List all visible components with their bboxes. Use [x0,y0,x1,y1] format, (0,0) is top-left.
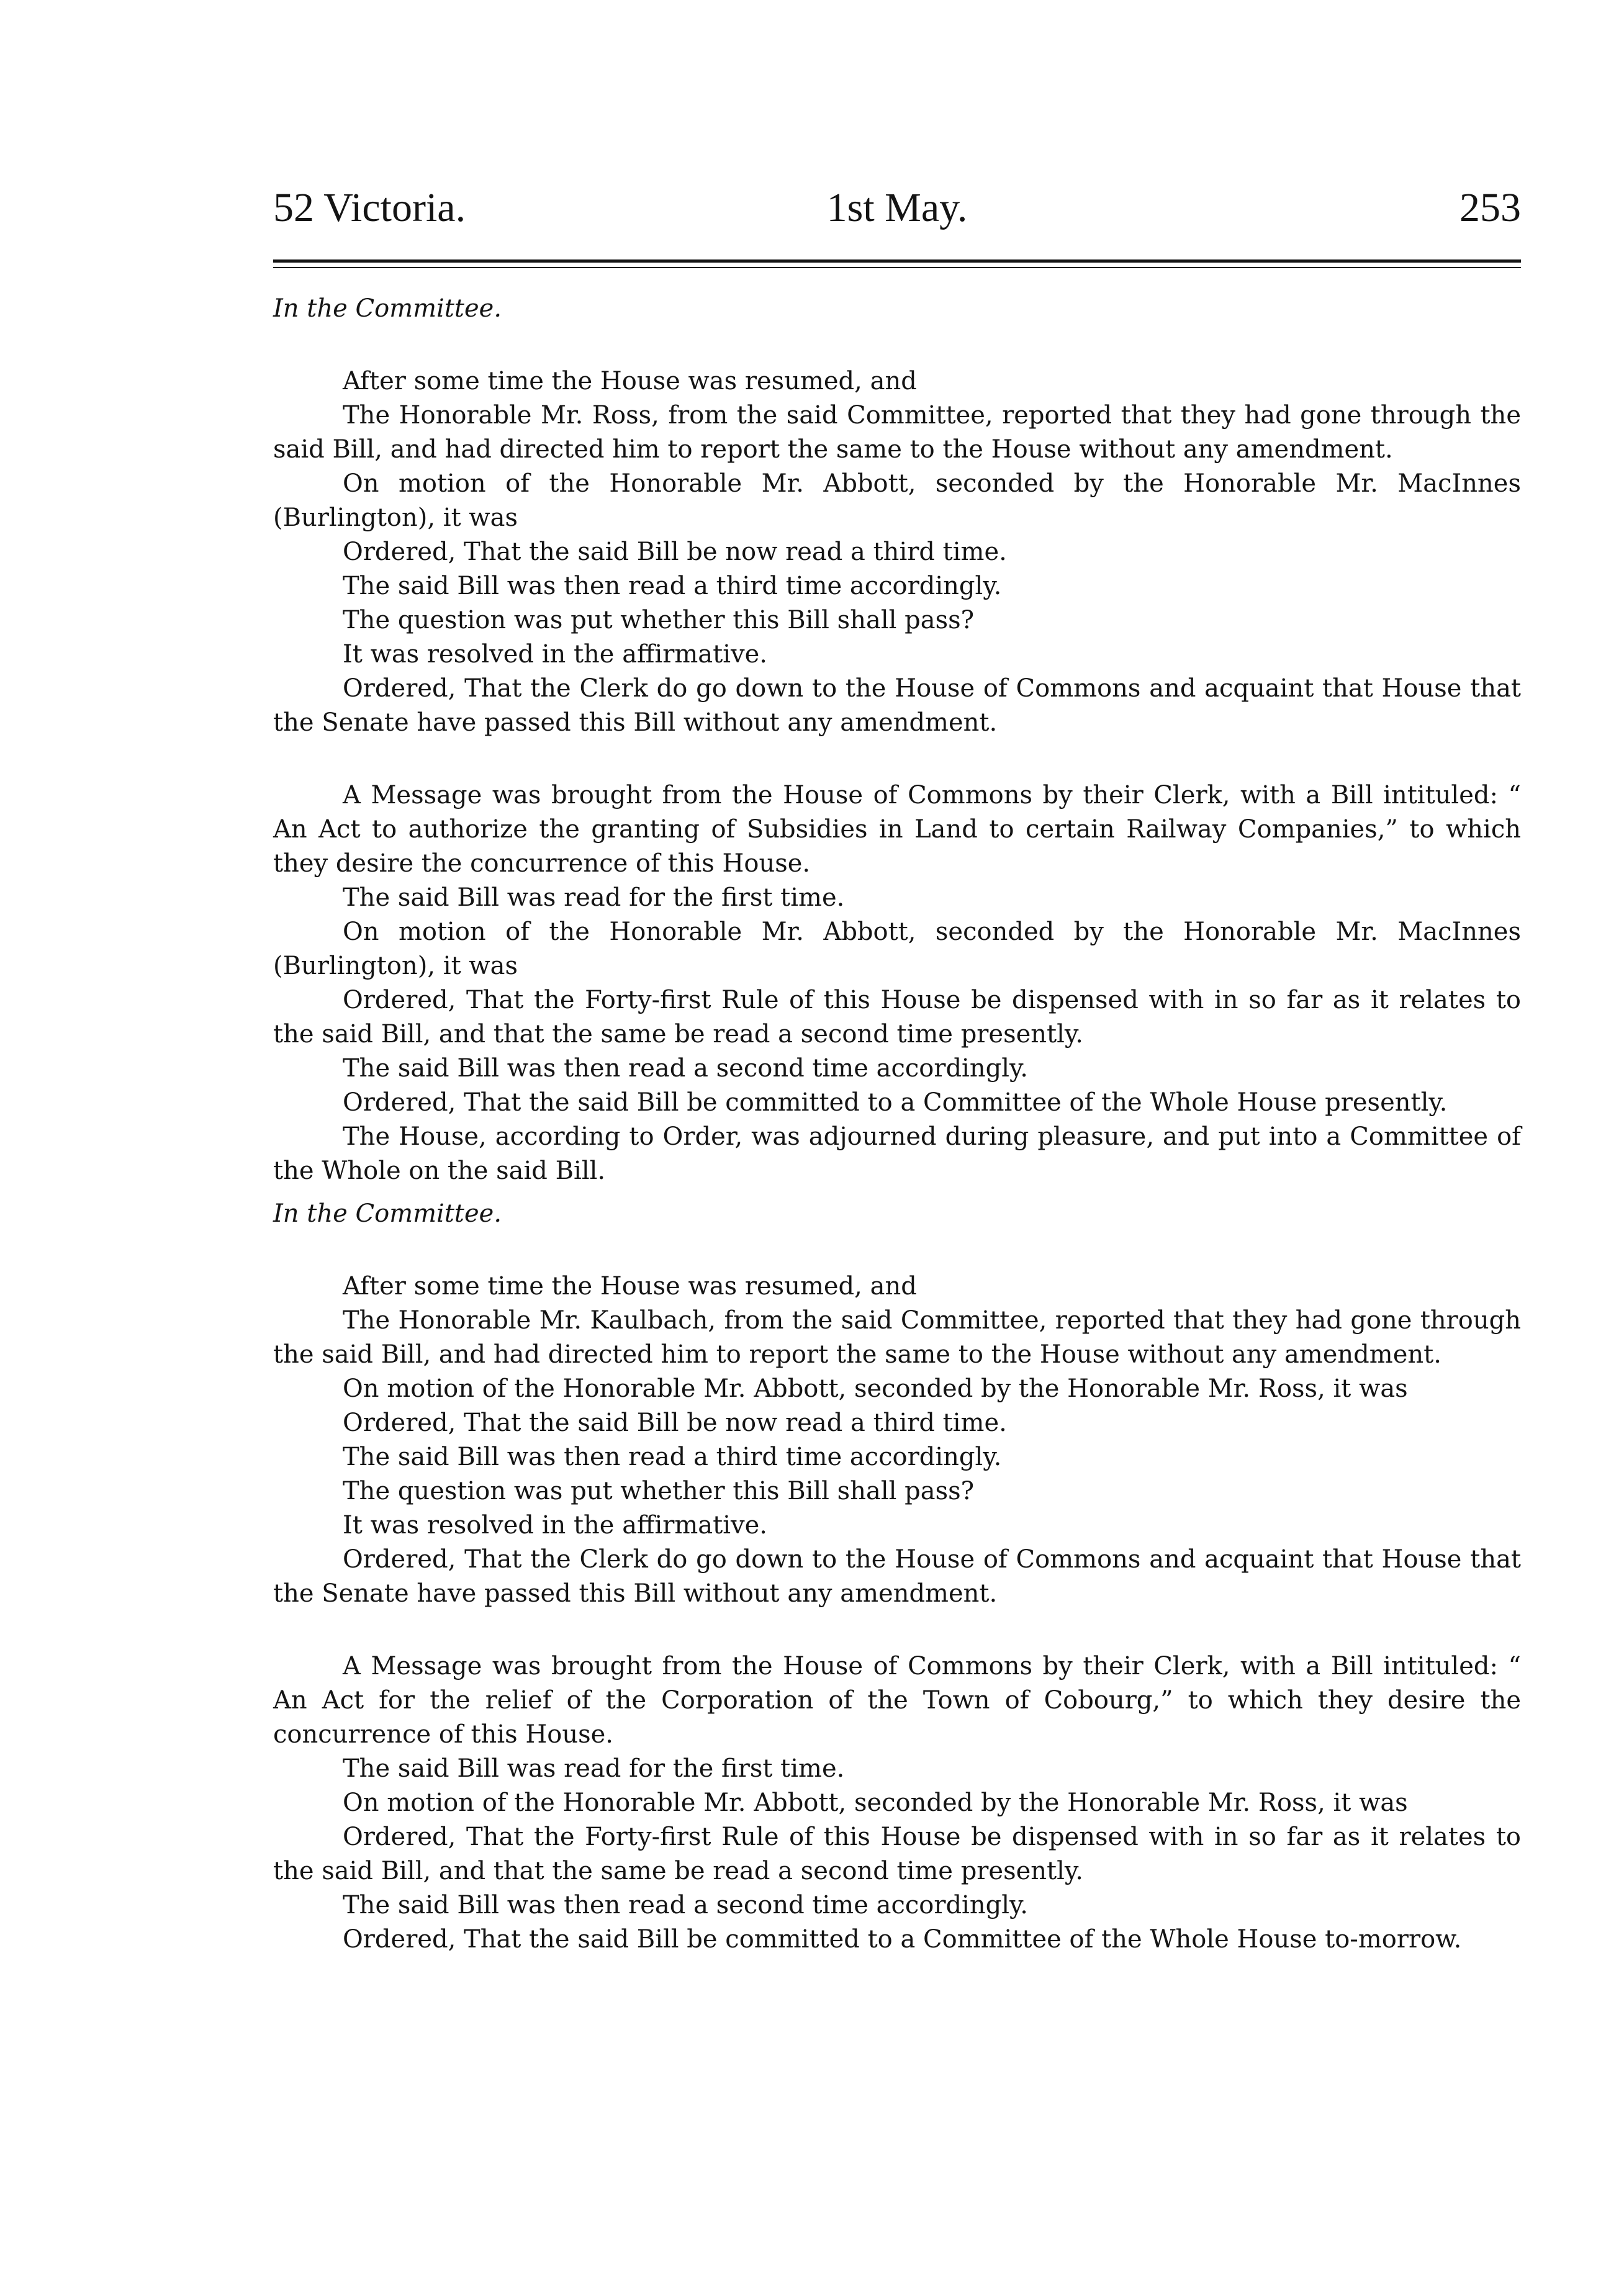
paragraph: The said Bill was then read a second time accordingly. [343,1054,1029,1083]
paragraph: It was resolved in the affirmative. [343,640,768,669]
paragraph: Ordered, That the said Bill be now read a third time. [343,538,1007,566]
regnal-year: 52 Victoria. [273,185,466,230]
paragraph: The said Bill was read for the first time. [343,883,845,912]
paragraph: A Message was brought from the House of Commons by their Clerk, with a Bill intituled: “ An Act for the relief of the Corporation of the Town of Cobourg,” to which they desire the concurrence of this House. [273,1652,1521,1749]
page-number: 253 [1459,185,1521,230]
section-heading: In the Committee. [273,1199,502,1228]
section-heading: In the Committee. [273,294,502,323]
paragraph: On motion of the Honorable Mr. Abbott, seconded by the Honorable Mr. Ross, it was [343,1374,1408,1403]
paragraph: The question was put whether this Bill shall pass? [343,1477,975,1505]
paragraph: Ordered, That the Forty-first Rule of this House be dispensed with in so far as it relates to the said Bill, and that the same be read a second time presently. [273,1823,1521,1885]
paragraph: Ordered, That the said Bill be now read a third time. [343,1409,1007,1437]
session-date: 1st May. [826,185,968,230]
header-rule-thin [273,267,1521,268]
paragraph: Ordered, That the said Bill be committed to a Committee of the Whole House to-morrow. [343,1925,1462,1954]
paragraph: The question was put whether this Bill shall pass? [343,606,975,634]
paragraph: A Message was brought from the House of Commons by their Clerk, with a Bill intituled: “ An Act to authorize the granting of Subsidies in Land to certain Railway Companies,” to which they desire the concurrence of this House. [273,781,1521,878]
running-head [273,180,1521,236]
paragraph: The Honorable Mr. Kaulbach, from the said Committee, reported that they had gone through the said Bill, and had directed him to report the same to the House without any amendment. [273,1306,1521,1369]
paragraph: It was resolved in the affirmative. [343,1511,768,1540]
paragraph: Ordered, That the Clerk do go down to the House of Commons and acquaint that House that the Senate have passed this Bill without any amendment. [273,1545,1521,1608]
paragraph: After some time the House was resumed, and [343,1272,917,1301]
journal-body [273,292,1521,1957]
paragraph: The said Bill was read for the first time. [343,1754,845,1783]
paragraph: The said Bill was then read a third time accordingly. [343,1443,1002,1471]
paragraph: After some time the House was resumed, and [343,367,917,395]
paragraph: The House, according to Order, was adjourned during pleasure, and put into a Committee of the Whole on the said Bill. [273,1122,1521,1185]
paragraph: The said Bill was then read a second time accordingly. [343,1891,1029,1919]
section-gap [273,1611,1521,1649]
paragraph: The said Bill was then read a third time accordingly. [343,572,1002,600]
paragraph: Ordered, That the Forty-first Rule of this House be dispensed with in so far as it relates to the said Bill, and that the same be read a second time presently. [273,986,1521,1049]
header-rule-thick [273,259,1521,263]
paragraph: Ordered, That the Clerk do go down to the House of Commons and acquaint that House that the Senate have passed this Bill without any amendment. [273,674,1521,737]
paragraph: On motion of the Honorable Mr. Abbott, seconded by the Honorable Mr. MacInnes (Burlington), it was [273,918,1521,980]
paragraph: On motion of the Honorable Mr. Abbott, seconded by the Honorable Mr. Ross, it was [343,1789,1408,1817]
paragraph: Ordered, That the said Bill be committed to a Committee of the Whole House presently. [343,1088,1448,1117]
section-gap [273,740,1521,778]
paragraph: On motion of the Honorable Mr. Abbott, seconded by the Honorable Mr. MacInnes (Burlington), it was [273,469,1521,532]
paragraph: The Honorable Mr. Ross, from the said Committee, reported that they had gone through the said Bill, and had directed him to report the same to the House without any amendment. [273,401,1521,464]
